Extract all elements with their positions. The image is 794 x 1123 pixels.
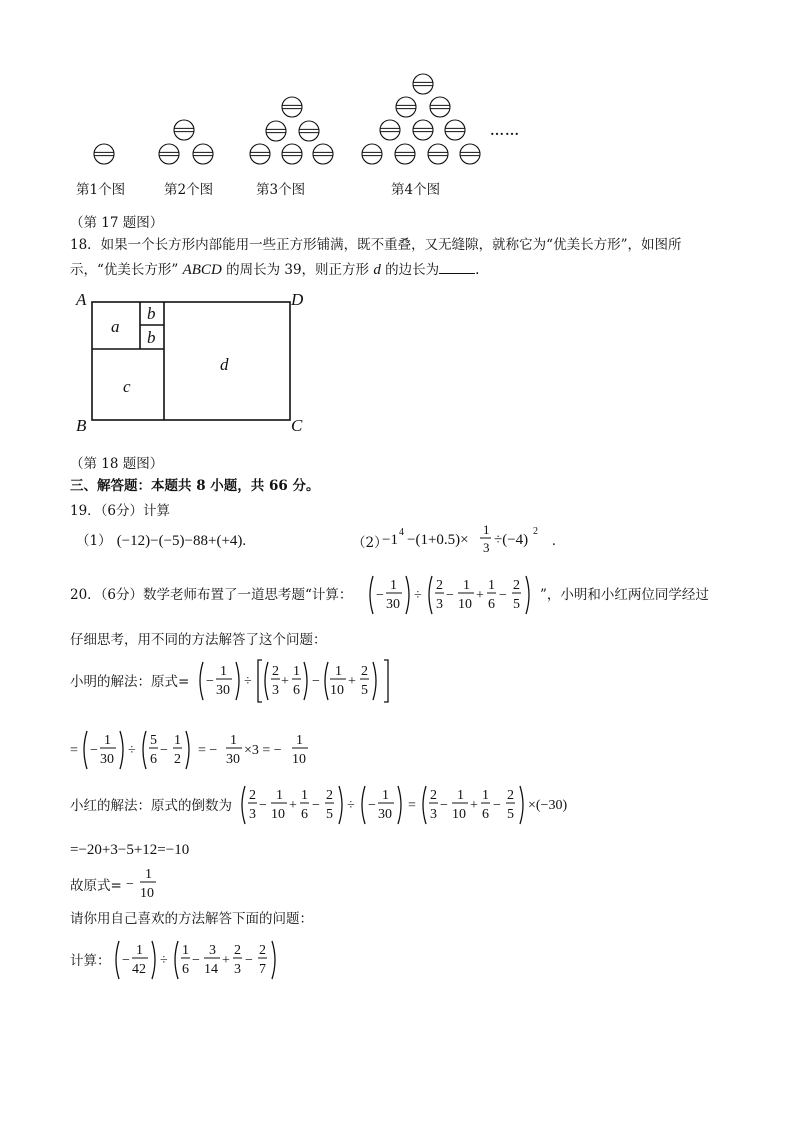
svg-text:10: 10 — [452, 807, 466, 822]
q17-caption: （第 17 题图） — [70, 215, 164, 231]
square-name: d — [373, 262, 381, 278]
svg-text:−: − — [192, 953, 200, 968]
svg-text:÷: ÷ — [414, 588, 422, 603]
svg-text:×(−30): ×(−30) — [528, 798, 568, 813]
q19-part1-expression: (−12)−(−5)−88+(+4) — [116, 533, 243, 549]
svg-text:1: 1 — [457, 788, 464, 803]
fig4-label: 第4个图 — [391, 182, 441, 198]
q20-stem-line2: 仔细思考，用不同的方法解答了这个问题： — [70, 632, 327, 648]
q18-caption: （第 18 题图） — [70, 456, 164, 472]
svg-text:=: = — [408, 798, 416, 813]
svg-text:3: 3 — [436, 597, 443, 612]
ball-icon — [313, 144, 333, 164]
xiaoming-step1 — [196, 656, 400, 706]
corner-a: A — [76, 290, 87, 309]
svg-text:42: 42 — [132, 962, 146, 977]
svg-text:−: − — [122, 953, 130, 968]
square-c-label: c — [123, 377, 131, 396]
svg-text:−: − — [499, 588, 507, 603]
xiaoming-step2 — [70, 727, 320, 773]
svg-text:−: − — [440, 798, 448, 813]
svg-text:−(1+0.5)×: −(1+0.5)× — [407, 532, 469, 548]
q19-part2-end: . — [552, 533, 556, 549]
conclusion-value — [126, 862, 166, 906]
svg-text:2: 2 — [249, 788, 256, 803]
ball-icon — [299, 121, 319, 141]
svg-text:1: 1 — [463, 578, 470, 593]
svg-text:−: − — [90, 743, 98, 758]
svg-text:−: − — [160, 743, 168, 758]
svg-text:3: 3 — [272, 683, 279, 698]
svg-text:6: 6 — [293, 683, 300, 698]
fig2-label: 第2个图 — [164, 182, 214, 198]
svg-text:7: 7 — [259, 962, 266, 977]
q20-task: 请你用自己喜欢的方法解答下面的问题： — [70, 911, 313, 927]
ellipsis: …… — [490, 124, 520, 139]
q20-problem-expression — [366, 572, 540, 618]
square-b1-label: b — [147, 304, 156, 323]
q20-stem-a: 20．（6分）数学老师布置了一道思考题“计算： — [70, 587, 353, 603]
ball-icon — [266, 121, 286, 141]
q20-stem-b: ”，小明和小红两位同学经过 — [540, 587, 709, 603]
svg-text:1: 1 — [296, 733, 303, 748]
ball-icon — [174, 120, 194, 140]
svg-text:1: 1 — [293, 664, 300, 679]
svg-text:10: 10 — [330, 683, 344, 698]
svg-text:−1: −1 — [382, 532, 398, 548]
corner-b: B — [76, 416, 87, 435]
task-expression — [112, 937, 292, 983]
q19-stem: 19．（6分）计算 — [70, 503, 171, 519]
svg-text:10: 10 — [271, 807, 285, 822]
ball-icon — [396, 97, 416, 117]
svg-text:×3 = −: ×3 = − — [244, 743, 282, 758]
svg-text:−: − — [245, 953, 253, 968]
ball-icon — [413, 74, 433, 94]
svg-text:−: − — [493, 798, 501, 813]
svg-text:1: 1 — [276, 788, 283, 803]
svg-text:5: 5 — [361, 683, 368, 698]
svg-text:1: 1 — [335, 664, 342, 679]
svg-text:1: 1 — [174, 733, 181, 748]
svg-text:30: 30 — [386, 597, 400, 612]
ball-icon — [159, 144, 179, 164]
ball-icon — [445, 120, 465, 140]
ball-icon — [395, 144, 415, 164]
svg-text:1: 1 — [390, 578, 397, 593]
svg-text:6: 6 — [182, 962, 189, 977]
fig1-label: 第1个图 — [76, 182, 126, 198]
answer-blank — [439, 261, 475, 274]
svg-text:+: + — [348, 674, 356, 689]
svg-text:5: 5 — [513, 597, 520, 612]
svg-text:2: 2 — [234, 943, 241, 958]
q18-rectangle-figure — [70, 288, 320, 438]
svg-text:2: 2 — [361, 664, 368, 679]
ball-icon — [413, 120, 433, 140]
svg-text:1: 1 — [220, 664, 227, 679]
svg-text:5: 5 — [150, 733, 157, 748]
svg-text:÷: ÷ — [347, 798, 355, 813]
ball-icon — [282, 144, 302, 164]
ball-icon — [362, 144, 382, 164]
corner-d: D — [291, 290, 304, 309]
svg-text:14: 14 — [204, 962, 218, 977]
svg-text:2: 2 — [507, 788, 514, 803]
svg-text:2: 2 — [430, 788, 437, 803]
svg-text:10: 10 — [292, 752, 306, 767]
svg-text:2: 2 — [513, 578, 520, 593]
section3-heading: 三、解答题：本题共 8 小题，共 66 分。 — [70, 478, 320, 494]
svg-text:30: 30 — [100, 752, 114, 767]
svg-text:=: = — [70, 743, 78, 758]
svg-text:÷: ÷ — [244, 674, 252, 689]
svg-text:1: 1 — [136, 943, 143, 958]
svg-text:+: + — [289, 798, 297, 813]
svg-text:5: 5 — [326, 807, 333, 822]
ball-icon — [460, 144, 480, 164]
svg-text:−: − — [206, 674, 214, 689]
q18-line1: 18．如果一个长方形内部能用一些正方形铺满，既不重叠，又无缝隙，就称它为“优美长方形”，如图所 — [70, 237, 682, 253]
svg-text:1: 1 — [483, 522, 490, 537]
q18-line2: 示，“优美长方形” ABCD 的周长为 39，则正方形 d 的边长为 . — [70, 262, 480, 278]
svg-text:÷: ÷ — [160, 953, 168, 968]
svg-text:+: + — [470, 798, 478, 813]
xiaohong-label: 小红的解法：原式的倒数为 — [70, 798, 232, 814]
svg-text:1: 1 — [104, 733, 111, 748]
ball-icon — [250, 144, 270, 164]
svg-text:2: 2 — [436, 578, 443, 593]
svg-text:+: + — [222, 953, 230, 968]
svg-text:+: + — [281, 674, 289, 689]
svg-text:−: − — [259, 798, 267, 813]
ball-icon — [428, 144, 448, 164]
svg-text:3: 3 — [209, 943, 216, 958]
svg-text:2: 2 — [326, 788, 333, 803]
square-b2-label: b — [147, 328, 156, 347]
xiaoming-label: 小明的解法：原式= — [70, 674, 190, 690]
svg-text:6: 6 — [301, 807, 308, 822]
svg-text:1: 1 — [182, 943, 189, 958]
svg-text:÷: ÷ — [128, 743, 136, 758]
ball-icon — [94, 144, 114, 164]
ball-icon — [430, 97, 450, 117]
rect-name: ABCD — [182, 262, 222, 278]
svg-text:2: 2 — [174, 752, 181, 767]
svg-text:30: 30 — [216, 683, 230, 698]
svg-text:1: 1 — [145, 867, 152, 882]
svg-text:1: 1 — [301, 788, 308, 803]
svg-text:−: − — [446, 588, 454, 603]
svg-text:1: 1 — [230, 733, 237, 748]
svg-text:10: 10 — [140, 886, 154, 901]
svg-text:10: 10 — [458, 597, 472, 612]
ball-icon — [282, 97, 302, 117]
fig3-label: 第3个图 — [256, 182, 306, 198]
q19-part2-expression — [382, 522, 562, 556]
xiaohong-step2: =−20+3−5+12=−10 — [70, 842, 190, 858]
svg-text:1: 1 — [488, 578, 495, 593]
square-d-label: d — [220, 355, 229, 374]
svg-text:30: 30 — [226, 752, 240, 767]
svg-text:−: − — [368, 798, 376, 813]
svg-text:−: − — [376, 588, 384, 603]
q17-ball-figure — [80, 68, 540, 170]
svg-text:2: 2 — [533, 526, 538, 537]
svg-text:−: − — [126, 877, 134, 892]
svg-text:6: 6 — [482, 807, 489, 822]
svg-text:3: 3 — [483, 540, 490, 555]
ball-icon — [380, 120, 400, 140]
ball-icon — [193, 144, 213, 164]
q19-part1: （1） (−12)−(−5)−88+(+4). — [76, 533, 247, 549]
svg-text:3: 3 — [249, 807, 256, 822]
svg-text:4: 4 — [399, 527, 404, 538]
svg-text:−: − — [312, 674, 320, 689]
corner-c: C — [291, 416, 303, 435]
svg-text:2: 2 — [272, 664, 279, 679]
svg-text:6: 6 — [488, 597, 495, 612]
svg-text:5: 5 — [507, 807, 514, 822]
xiaohong-step1 — [238, 782, 588, 828]
square-a-label: a — [111, 317, 120, 336]
conclusion-label: 故原式= — [70, 878, 122, 894]
svg-text:2: 2 — [259, 943, 266, 958]
svg-text:1: 1 — [482, 788, 489, 803]
svg-text:= −: = − — [198, 743, 218, 758]
calc-label: 计算： — [70, 953, 111, 969]
svg-text:1: 1 — [382, 788, 389, 803]
svg-text:+: + — [476, 588, 484, 603]
svg-text:÷(−4): ÷(−4) — [494, 532, 529, 548]
svg-text:6: 6 — [150, 752, 157, 767]
svg-text:30: 30 — [378, 807, 392, 822]
q19-part2-label: （2） — [352, 535, 388, 551]
svg-text:−: − — [312, 798, 320, 813]
svg-text:3: 3 — [234, 962, 241, 977]
svg-text:3: 3 — [430, 807, 437, 822]
